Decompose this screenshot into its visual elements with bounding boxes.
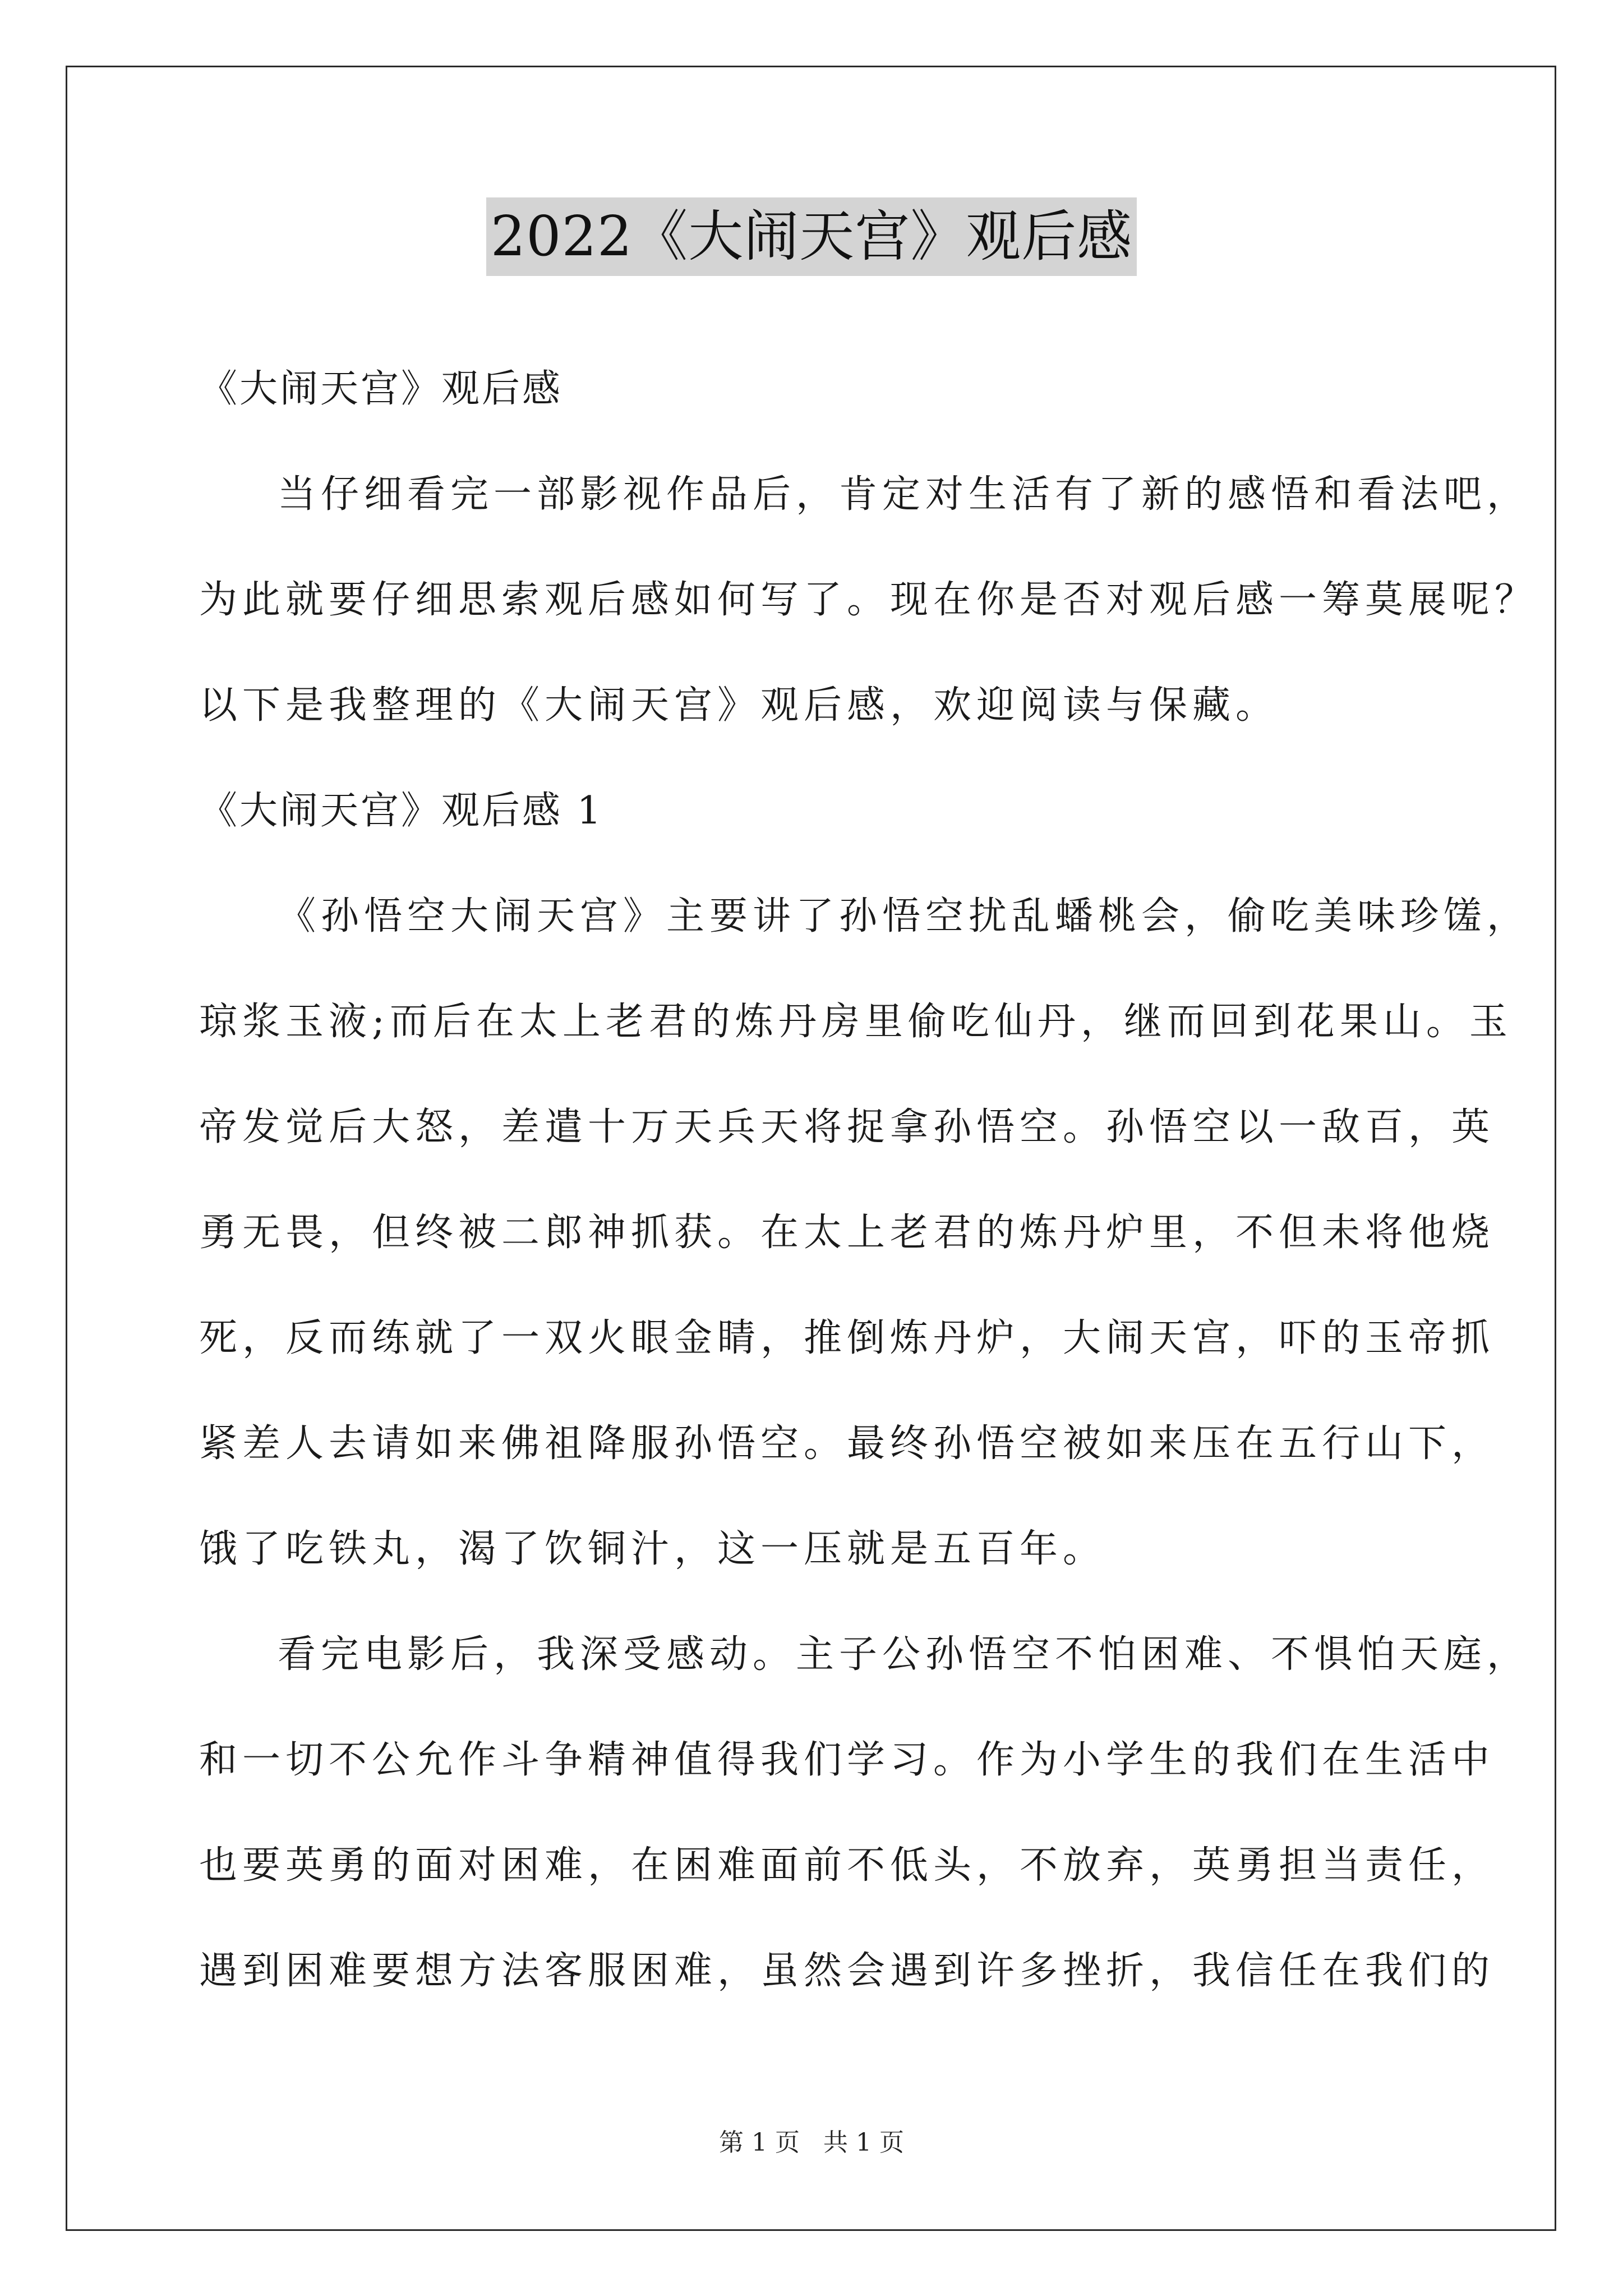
reflection-paragraph-line: 和一切不公允作斗争精神值得我们学习。作为小学生的我们在生活中 xyxy=(199,1738,1495,1782)
story-paragraph-line: 勇无畏，但终被二郎神抓获。在太上老君的炼丹炉里，不但未将他烧 xyxy=(199,1211,1495,1255)
story-paragraph-line: 《孙悟空大闹天宫》主要讲了孙悟空扰乱蟠桃会，偷吃美味珍馐， xyxy=(278,894,1530,938)
subheading-main: 《大闹天宫》观后感 xyxy=(199,367,563,411)
story-paragraph-line: 紧差人去请如来佛祖降服孙悟空。最终孙悟空被如来压在五行山下， xyxy=(199,1421,1495,1466)
story-paragraph-line: 死，反而练就了一双火眼金睛，推倒炼丹炉，大闹天宫，吓的玉帝抓 xyxy=(199,1316,1495,1360)
intro-paragraph-line: 以下是我整理的《大闹天宫》观后感，欢迎阅读与保藏。 xyxy=(199,683,1279,728)
document-body xyxy=(199,337,1538,2024)
intro-paragraph-line: 为此就要仔细思索观后感如何写了。现在你是否对观后感一筹莫展呢？ xyxy=(199,578,1538,622)
story-paragraph-line: 饿了吃铁丸，渴了饮铜汁，这一压就是五百年。 xyxy=(199,1527,1106,1571)
reflection-paragraph-line: 看完电影后，我深受感动。主子公孙悟空不怕困难、不惧怕天庭， xyxy=(278,1632,1530,1677)
subheading-section-1: 《大闹天宫》观后感 1 xyxy=(199,789,603,833)
reflection-paragraph-line: 也要英勇的面对困难，在困难面前不低头，不放弃，英勇担当责任， xyxy=(199,1843,1495,1888)
intro-paragraph-line: 当仔细看完一部影视作品后，肯定对生活有了新的感悟和看法吧， xyxy=(278,472,1530,517)
page-number-current: 第 1 页 xyxy=(719,2128,800,2157)
story-paragraph-line: 琼浆玉液;而后在太上老君的炼丹房里偷吃仙丹，继而回到花果山。玉 xyxy=(199,1000,1513,1044)
story-paragraph-line: 帝发觉后大怒，差遣十万天兵天将捉拿孙悟空。孙悟空以一敌百，英 xyxy=(199,1105,1495,1149)
page-footer xyxy=(0,2126,1623,2160)
reflection-paragraph-line: 遇到困难要想方法客服困难，虽然会遇到许多挫折，我信任在我们的 xyxy=(199,1949,1495,1993)
title-container xyxy=(0,197,1623,276)
page-number-total: 共 1 页 xyxy=(823,2128,904,2157)
document-title: 2022《大闹天宫》观后感 xyxy=(486,197,1137,276)
